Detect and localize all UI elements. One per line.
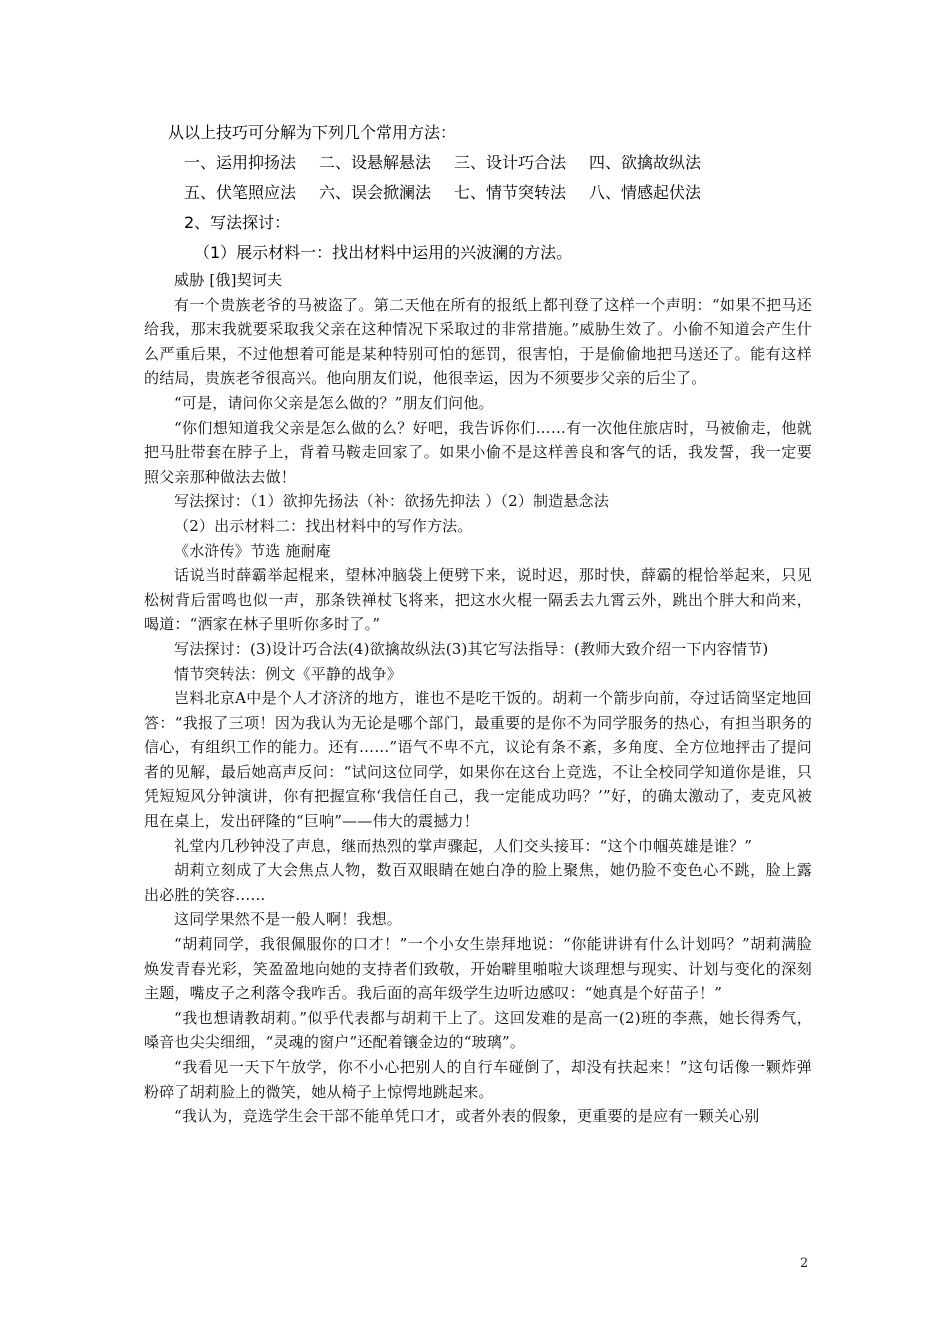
method-item: 八、情感起伏法 [589, 183, 702, 202]
paragraph: “我认为，竞选学生会干部不能单凭口才，或者外表的假象，更重要的是应有一颗关心别 [174, 1107, 760, 1126]
paragraph: （2）出示材料二：找出材料中的写作方法。 [174, 516, 473, 535]
paragraph: 有一个贵族老爷的马被盗了。第二天他在所有的报纸上都刊登了这样一个声明：“如果不把马还给我，那末我就要采取我父亲在这种情况下采取过的非常措施。”威胁生效了。小偷不知道会产生什么严重后果，不过他想着可能是某种特别可怕的惩罚，很害怕，于是偷偷地把马送还了。能有这样的结局，贵族老爷很高兴。他向朋友们说，他很幸运，因为不须要步父亲的后尘了。 [144, 295, 812, 388]
method-item: 一、运用抑扬法 [184, 153, 297, 172]
methods-row-1 [168, 148, 768, 178]
method-item: 四、欲擒故纵法 [589, 153, 702, 172]
section-heading: 2、写法探讨： [184, 213, 291, 232]
method-item: 二、设悬解悬法 [319, 153, 432, 172]
paragraph: “胡莉同学，我很佩服你的口才！”一个小女生崇拜地说：“你能讲讲有什么计划吗？”胡莉满脸焕发青春光彩，笑盈盈地向她的支持者们致敬，开始噼里啪啦大谈理想与现实、计划与变化的深刻主题，嘴皮子之利落令我咋舌。我后面的高年级学生边听边感叹：“她真是个好苗子！” [144, 935, 812, 1003]
methods-intro: 从以上技巧可分解为下列几个常用方法： [168, 123, 457, 142]
paragraph: 写法探讨：(3)设计巧合法(4)欲擒故纵法(3)其它写法指导：(教师大致介绍一下内容情节) [174, 639, 769, 658]
paragraph: 这同学果然不是一般人啊！我想。 [174, 910, 403, 929]
paragraph: 写法探讨：（1）欲抑先扬法（补：欲扬先抑法 ）（2）制造悬念法 [174, 492, 610, 511]
paragraph: 岂料北京A中是个人才济济的地方，谁也不是吃干饭的。胡莉一个箭步向前，夺过话筒坚定地回答：“我报了三项！因为我认为无论是哪个部门，最重要的是你不为同学服务的热心，有担当职务的信心，有组织工作的能力。还有……”语气不卑不亢，议论有条不紊，多角度、全方位地抨击了提问者的见解，最后她高声反问：“试问这位同学，如果你在这台上竞选，不让全校同学知道你是谁，只凭短短风分钟演讲，你有把握宣称‘我信任自己，我一定能成功吗？’”好，的确太激动了，麦克风被甩在桌上，发出砰隆的“巨响”——伟大的震撼力！ [144, 689, 812, 831]
method-item: 三、设计巧合法 [454, 153, 567, 172]
method-item: 七、情节突转法 [454, 183, 567, 202]
method-item: 六、误会掀澜法 [319, 183, 432, 202]
story-title: 《水浒传》节选 施耐庵 [174, 541, 331, 560]
paragraph: 礼堂内几秒钟没了声息，继而热烈的掌声骤起，人们交头接耳：“这个巾帼英雄是谁？” [174, 836, 753, 855]
paragraph: 情节突转法：例文《平静的战争》 [174, 664, 403, 683]
article-body [144, 268, 812, 1129]
page-number: 2 [800, 1256, 809, 1271]
methods-row-2 [168, 178, 768, 208]
paragraph: “我看见一天下午放学，你不小心把别人的自行车碰倒了，却没有扶起来！”这句话像一颗炸弹粉碎了胡莉脸上的微笑，她从椅子上惊愕地跳起来。 [144, 1058, 812, 1101]
method-item: 五、伏笔照应法 [184, 183, 297, 202]
scanned-methods-block [168, 118, 768, 268]
paragraph: 胡莉立刻成了大会焦点人物，数百双眼睛在她白净的脸上聚焦，她仍脸不变色心不跳，脸上露出必胜的笑容…… [144, 861, 812, 904]
material-one-prompt: （1）展示材料一：找出材料中运用的兴波澜的方法。 [194, 243, 573, 262]
story-title: 威胁 [俄]契诃夫 [174, 271, 283, 289]
paragraph: “我也想请教胡莉。”似乎代表都与胡莉干上了。这回发难的是高一(2)班的李燕，她长得秀气，嗓音也尖尖细细，“灵魂的窗户”还配着镶金边的“玻璃”。 [144, 1008, 812, 1052]
paragraph: “可是，请问你父亲是怎么做的？”朋友们问他。 [174, 393, 494, 412]
paragraph: 话说当时薛霸举起棍来，望林冲脑袋上便劈下来，说时迟，那时快，薛霸的棍恰举起来，只见松树背后雷鸣也似一声，那条铁禅杖飞将来，把这水火棍一隔丢去九霄云外，跳出个胖大和尚来，喝道：“洒家在林子里听你多时了。” [144, 566, 812, 634]
paragraph: “你们想知道我父亲是怎么做的么？好吧，我告诉你们……有一次他住旅店时，马被偷走，他就把马肚带套在脖子上，背着马鞍走回家了。如果小偷不是这样善良和客气的话，我发誓，我一定要照父亲那种做法去做！ [144, 418, 812, 486]
